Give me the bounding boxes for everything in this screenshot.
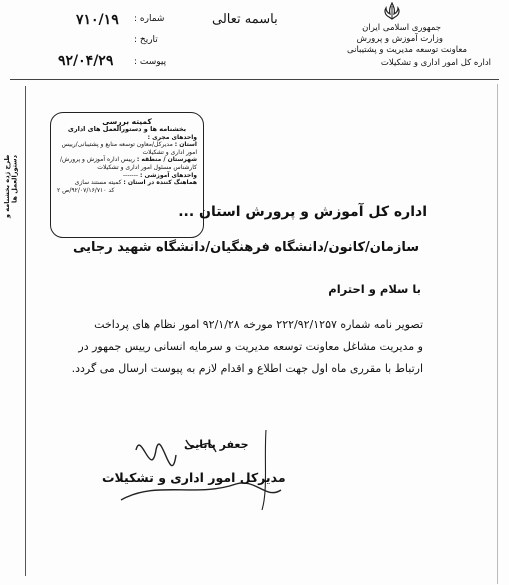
number-label: شماره : [134,14,165,24]
stamp-coordinator-value: کمیته مستند سازی [74,179,122,187]
recipient-line: اداره کل آموزش و پرورش استان ... [178,204,427,220]
header-country: جمهوری اسلامی ایران [362,23,441,33]
stamp-province-text: مدیرکل/معاون توسعه منابع و پشتیبانی/رییس امور اداری و تشکیلات [61,141,197,156]
stamp-coordinator-label: هماهنگ کننده در استان : [123,179,197,187]
greeting: با سلام و احترام [328,282,421,296]
basmala: باسمه تعالی [212,12,278,27]
stamp-title: کمیته بررسی [102,117,152,126]
date-label: تاریخ : [134,35,158,45]
iran-emblem-icon [382,2,402,20]
signatory-name: جعفر بابایی [184,438,249,451]
paragraph-line: و مدیریت مشاغل معاونت توسعه مدیریت و سرمایه انسانی رییس جمهور در [78,340,423,353]
stamp-education-units-value: ------- [122,171,139,179]
organizations-line: سازمان/کانون/دانشگاه فرهنگیان/دانشگاه شهید رجایی [73,240,419,255]
stamp-education-units-label: واحدهای آموزشی : [139,171,197,179]
header-department: اداره کل امور اداری و تشکیلات [380,58,491,68]
paragraph-line: تصویر نامه شماره ۲۲۲/۹۲/۱۲۵۷ مورخه ۹۲/۱/۲۸ امور نظام های پرداخت [94,318,423,331]
stamp-exec-units-label: واحدهای مجری : [147,133,197,141]
signature-scribble [116,420,286,512]
paragraph-line: ارتباط با مقرری ماه اول جهت اطلاع و اقدام لازم به پیوست ارسال می گردد. [71,362,423,375]
margin-note: طرح ژده بخشنامه و دستورالعمل ها [3,155,19,219]
stamp-county-label: شهرستان / منطقه : [136,156,197,164]
number-value: ۷۱۰/۱۹ [76,12,119,28]
body-paragraph [23,314,423,380]
stamp-subtitle: بخشنامه ها و دستورالعمل های اداری [67,125,187,133]
header-ministry: وزارت آموزش و پرورش [356,34,443,44]
signatory-title: مدیرکل امور اداری و تشکیلات [102,470,286,485]
date-value: ۹۲/۰۴/۲۹ [58,53,114,69]
header-divider [10,79,499,80]
stamp-county-text: رییس اداره آموزش و پرورش/ کارشناس مسئول امور اداری و تشکیلات [60,156,197,171]
header-deputy: معاونت توسعه مدیریت و پشتیبانی [347,45,467,55]
stamp-code: کد ۹۲/۰۷/۱۶/۷۱۰/ص ۲ [57,186,115,194]
right-margin-line [497,84,498,584]
attachment-label: پیوست : [134,57,167,67]
stamp-province-label: استان : [174,141,197,149]
